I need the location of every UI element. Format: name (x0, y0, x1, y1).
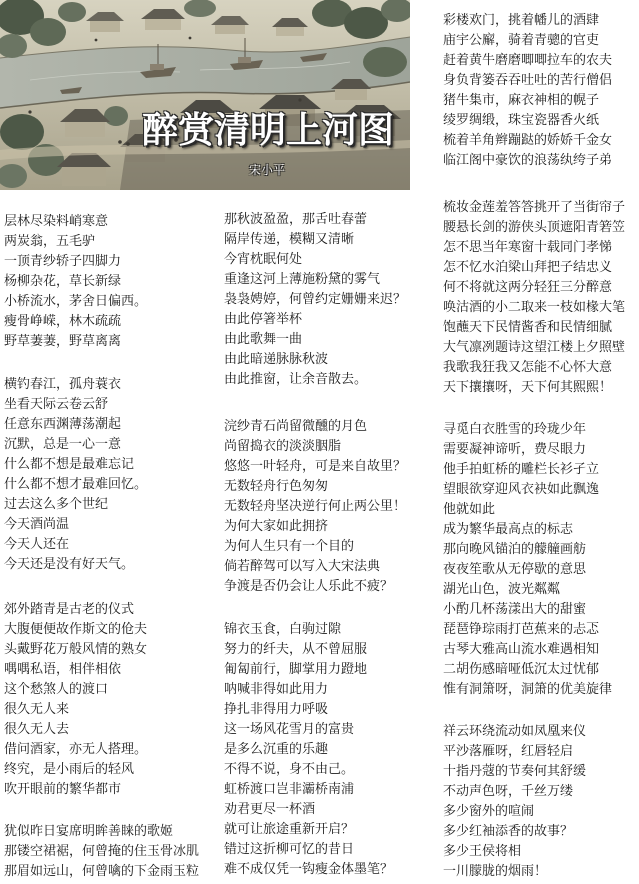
poem-line: 隔岸传递，模糊又清晰 (224, 232, 355, 247)
poem-line: 尚留捣衣的淡淡胭脂 (224, 439, 342, 454)
poem-line: 猪牛集市，麻衣神相的幌子 (443, 93, 600, 108)
poem-line: 怎不思当年寒窗十载同门孝悌 (443, 240, 613, 255)
poem-line: 梳着羊角辫蹦跶的娇娇千金女 (443, 133, 613, 148)
stanza (443, 722, 586, 882)
poem-line: 十指丹蔻的节奏何其舒缓 (443, 764, 587, 779)
poem-line: 为何人生只有一个目的 (224, 539, 355, 554)
poem-line: 由此推窗，让余音散去。 (224, 372, 368, 387)
poem-line: 今天酒尚温 (4, 517, 70, 532)
poem-line: 腰悬长剑的游侠头顶遮阳青箬笠 (443, 220, 626, 235)
poem-line: 错过这折柳可忆的昔日 (224, 842, 355, 857)
poem-line: 饱蘸天下民情酱香和民情细腻 (443, 320, 613, 335)
poem-line: 多少窗外的喧闹 (443, 804, 535, 819)
poem-title: 醉赏清明上河图 (142, 110, 395, 151)
poem-line: 古琴大雅高山流水难遇相知 (443, 642, 600, 657)
poem-line: 大腹便便故作斯文的伧夫 (4, 622, 148, 637)
poem-line: 杨柳杂花，草长新绿 (4, 274, 122, 289)
poem-line: 什么都不想才最难回忆。 (4, 477, 148, 492)
poem-line: 寻觅白衣胜雪的玲珑少年 (443, 422, 587, 437)
poem-line: 犹似昨日宴席明眸善睐的歌姬 (4, 824, 174, 839)
poem-line: 什么都不想是最难忘记 (4, 457, 135, 472)
poem-line: 借问酒家，亦无人搭理。 (4, 742, 148, 757)
poem-line: 不得不说，身不由己。 (224, 762, 355, 777)
poem-line: 我歌我狂我又怎能不心怀大意 (443, 360, 613, 375)
poem-line: 不动声色呀，千丝万缕 (443, 784, 574, 799)
poem-line: 瘦骨峥嵘，林木疏疏 (4, 314, 122, 329)
poem-line: 努力的纤夫，从不曾屈服 (224, 642, 368, 657)
stanza (224, 620, 393, 880)
poem-line: 天下攘攘呀，天下何其熙熙！ (443, 380, 613, 395)
poem-line: 悠悠一叶轻舟，可是来自故里？ (224, 459, 407, 474)
poem-line: 平沙落雁呀，红唇轻启 (443, 744, 574, 759)
poem-line: 挣扎非得用力呼吸 (224, 702, 329, 717)
poem-line: 无数轻舟行色匆匆 (224, 479, 329, 494)
poem-line: 由此停箸举杯 (224, 312, 303, 327)
poem-line: 锦衣玉食，白驹过隙 (224, 622, 342, 637)
poem-line: 唤沽酒的小二取来一枝如椽大笔 (443, 300, 626, 315)
poem-line: 今天还是没有好天气。 (4, 557, 135, 572)
stanza (4, 212, 147, 352)
poem-line: 呐喊非得如此用力 (224, 682, 329, 697)
poem-line: 庙宇公廨，骑着青骢的官吏 (443, 33, 600, 48)
poem-line: 那镂空裙裾，何曾掩的住玉骨冰肌 (4, 844, 200, 859)
poem-line: 争渡是否仍会让人乐此不疲？ (224, 579, 394, 594)
poem-line: 很久无人来 (4, 702, 70, 717)
poem-line: 湖光山色，波光粼粼 (443, 582, 561, 597)
poem-line: 由此歌舞一曲 (224, 332, 303, 347)
poem-line: 无数轻舟坚决逆行何止两公里！ (224, 499, 407, 514)
poem-line: 他就如此 (443, 502, 496, 517)
poem-line: 绫罗绸缎，珠宝瓷器香火纸 (443, 113, 600, 128)
poem-line: 二胡伤感暗哑低沉太过忧郁 (443, 662, 600, 677)
stanza (4, 600, 147, 800)
poem-line: 这一场风花雪月的富贵 (224, 722, 355, 737)
stanza (443, 198, 625, 398)
poem-line: 就可让旅途重新开启？ (224, 822, 355, 837)
poem-line: 郊外踏青是古老的仪式 (4, 602, 135, 617)
poem-line: 今宵枕眠何处 (224, 252, 303, 267)
poem-line: 沉默，总是一心一意 (4, 437, 122, 452)
poem-line: 那眉如远山，何曾噙的下金雨玉粒 (4, 864, 200, 879)
poem-line: 一川朦胧的烟雨！ (443, 864, 548, 879)
poem-line: 野草萋萋，野草离离 (4, 334, 122, 349)
poem-line: 倘若醉驾可以写入大宋法典 (224, 559, 381, 574)
poem-line: 夜夜笙歌从无停歇的意思 (443, 562, 587, 577)
poem-line: 坐看天际云卷云舒 (4, 397, 109, 412)
poem-line: 怎不忆水泊梁山拜把子结忠义 (443, 260, 613, 275)
poem-line: 头戴野花万般风情的熟女 (4, 642, 148, 657)
poem-line: 他手拍虹桥的雕栏长衫孑立 (443, 462, 600, 477)
poem-line: 成为繁华最高点的标志 (443, 522, 574, 537)
poem-line: 由此暗递脉脉秋波 (224, 352, 329, 367)
poem-line: 赶着黄牛磨磨唧唧拉车的农夫 (443, 53, 613, 68)
poem-line: 小酌几杯荡漾出大的甜蜜 (443, 602, 587, 617)
poem-column-left (4, 0, 214, 884)
stanza (443, 420, 612, 700)
poem-line: 很久无人去 (4, 722, 70, 737)
poem-line: 梳妆金莲羞答答挑开了当街帘子 (443, 200, 626, 215)
poem-line: 琵琶铮琮雨打芭蕉来的忐忑 (443, 622, 600, 637)
poem-column-middle (224, 0, 424, 884)
poem-line: 多少王侯将相 (443, 844, 522, 859)
poem-line: 何不将就这两分轻狂三分醉意 (443, 280, 613, 295)
stanza (224, 210, 406, 390)
poem-line: 大气凛冽题诗这望江楼上夕照壁 (443, 340, 626, 355)
poem-line: 横钓春江，孤舟蓑衣 (4, 377, 122, 392)
poem-line: 终究，是小雨后的轻风 (4, 762, 135, 777)
poem-line: 匍匐前行，脚掌用力蹬地 (224, 662, 368, 677)
poem-line: 劝君更尽一杯酒 (224, 802, 316, 817)
poem-line: 喁喁私语，相伴相依 (4, 662, 122, 677)
stanza (4, 822, 199, 882)
poem-line: 身负背篓吞吞吐吐的苦行僧侣 (443, 73, 613, 88)
stanza (224, 417, 406, 597)
poem-line: 浣纱青石尚留微醺的月色 (224, 419, 368, 434)
poem-column-right (443, 0, 635, 884)
author-name: 宋小平 (249, 163, 286, 177)
poem-line: 难不成仅凭一钩瘦金体墨笔？ (224, 862, 394, 877)
poem-line: 多少红袖添香的故事？ (443, 824, 574, 839)
poem-line: 是多么沉重的乐趣 (224, 742, 329, 757)
poem-line: 虹桥渡口岂非灞桥南浦 (224, 782, 355, 797)
poem-line: 彩楼欢门，挑着幡儿的酒肆 (443, 13, 600, 28)
poem-line: 两炭翁，五毛驴 (4, 234, 96, 249)
poem-line: 需要凝神谛听，费尽眼力 (443, 442, 587, 457)
poem-line: 重逢这河上薄施粉黛的雾气 (224, 272, 381, 287)
poem-line: 祥云环绕流动如凤凰来仪 (443, 724, 587, 739)
poem-line: 望眼欲穿迎风衣袂如此飘逸 (443, 482, 600, 497)
poem-line: 层林尽染料峭寒意 (4, 214, 109, 229)
poem-line: 袅袅娉婷，何曾约定姗姗来迟？ (224, 292, 407, 307)
poem-line: 任意东西渊薄荡潮起 (4, 417, 122, 432)
poem-line: 为何大家如此拥挤 (224, 519, 329, 534)
poem-line: 这个愁煞人的渡口 (4, 682, 109, 697)
poem-line: 小桥流水，茅舍日偏西。 (4, 294, 148, 309)
poem-line: 一顶青纱轿子四脚力 (4, 254, 122, 269)
poem-line: 临江阁中豪饮的浪荡纨绔子弟 (443, 153, 613, 168)
poem-line: 今天人还在 (4, 537, 70, 552)
poem-line: 吹开眼前的繁华都市 (4, 782, 122, 797)
poem-line: 那向晚风锚泊的艨艟画舫 (443, 542, 587, 557)
poem-line: 过去这么多个世纪 (4, 497, 109, 512)
poem-line: 惟有洞箫呀，洞箫的优美旋律 (443, 682, 613, 697)
poem-line: 那秋波盈盈，那舌吐春蕾 (224, 212, 368, 227)
stanza (4, 375, 147, 575)
stanza (443, 11, 612, 171)
